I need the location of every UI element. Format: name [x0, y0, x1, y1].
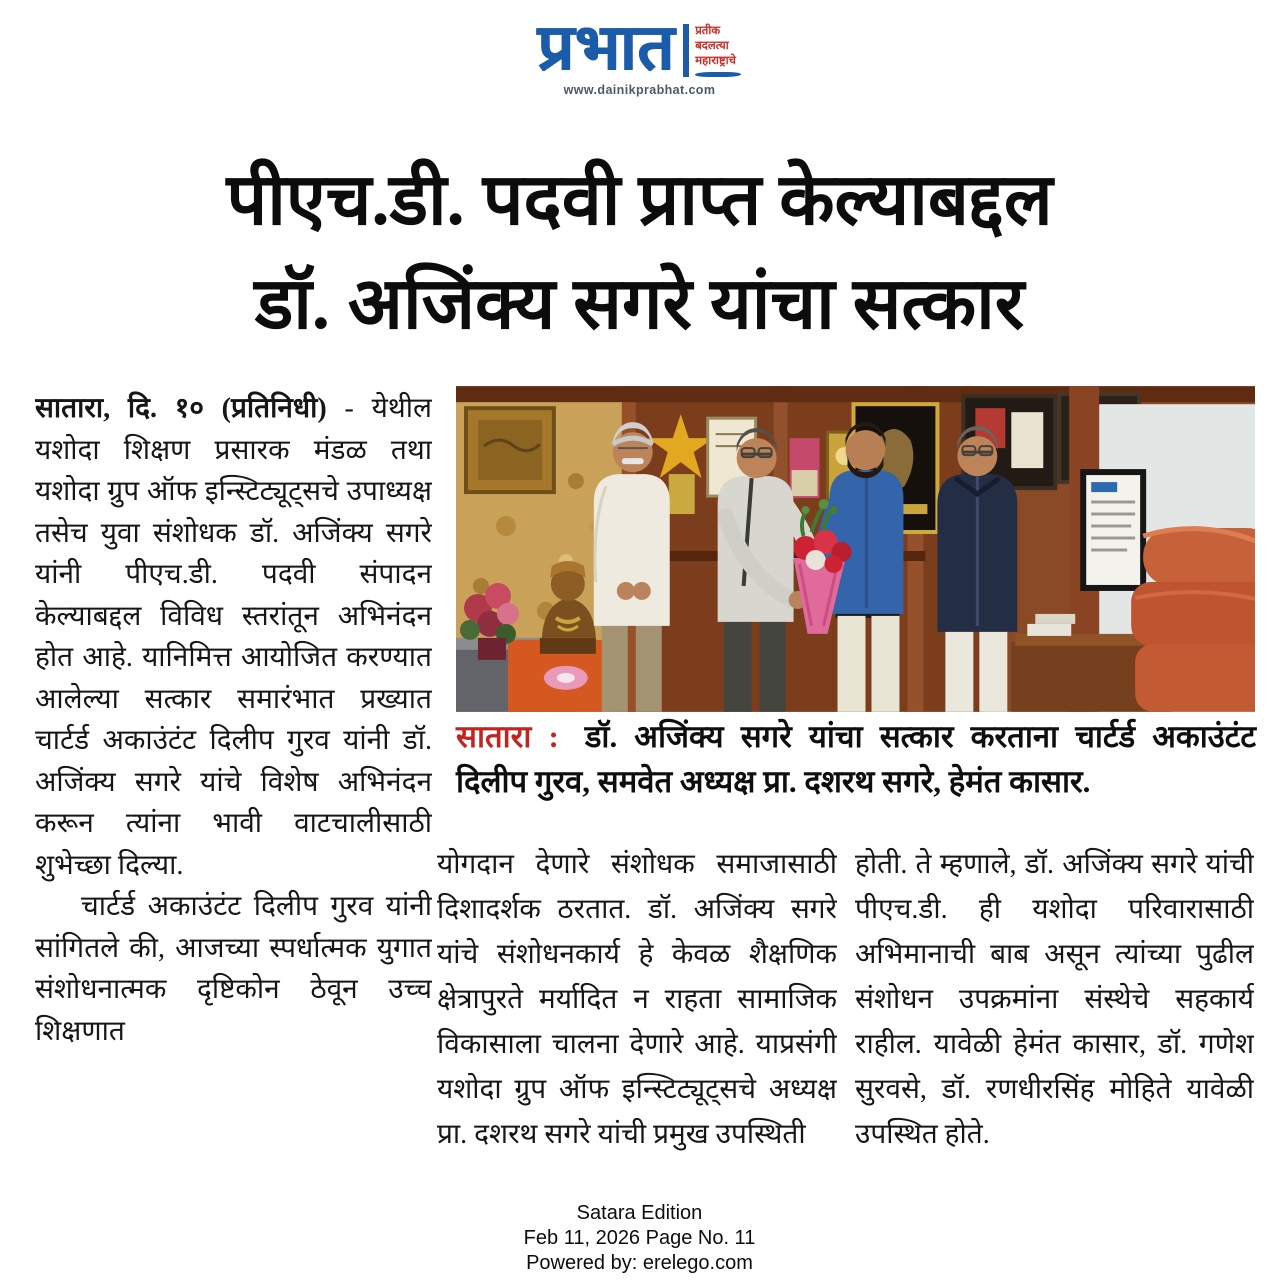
article-column-3: होती. ते म्हणाले, डॉ. अजिंक्य सगरे यांची पीएच.डी. ही यशोदा परिवारासाठी अभिमानाची बाब असून त्यांच्या पुढील संशोधन उपक्रमांना संस्थेचे सहकार्य राहील. यावेळी हेमंत कासार, डॉ. गणेश सुरवसे, डॉ. रणधीरसिंह मोहिते यावेळी उपस्थित होते. — [855, 849, 1254, 1150]
article-column-1 — [35, 388, 432, 1206]
paragraph-1-text: - येथील यशोदा शिक्षण प्रसारक मंडळ तथा यशोदा ग्रुप ऑफ इन्स्टिट्यूट्सचे उपाध्यक्ष तसेच युवा संशोधक डॉ. अजिंक्य सगरे यांनी पीएच.डी. पदवी संपादन केल्याबद्दल विविध स्तरांतून अभिनंदन होत आहे. यानिमित्त आयोजित करण्यात आलेल्या सत्कार समारंभात प्रख्यात चार्टर्ड अकाउंटंट दिलीप गुरव यांनी डॉ. अजिंक्य सगरे यांचे विशेष अभिनंदन करून त्यांना भावी वाटचालीसाठी शुभेच्छा दिल्या. — [35, 393, 432, 881]
headline-line-2: डॉ. अजिंक्य सगरे यांचा सत्कार — [254, 264, 1025, 344]
executive-chair — [1131, 528, 1255, 712]
prabhat-logo: प्रभात — [537, 12, 676, 83]
masthead-logo-row — [538, 14, 741, 81]
wall-art-frame — [466, 408, 554, 492]
article-paragraph-2: चार्टर्ड अकाउंटंट दिलीप गुरव यांनी सांगितले की, आजच्या स्पर्धात्मक युगात संशोधनात्मक दृष्टिकोन ठेवून उच्च शिक्षणात — [35, 891, 432, 1047]
footer-powered-by: Powered by: erelego.com — [526, 1252, 753, 1274]
masthead — [0, 14, 1279, 97]
headline-line-1: पीएच.डी. पदवी प्राप्त केल्याबद्दल — [226, 160, 1053, 240]
footer-edition: Satara Edition — [576, 1202, 703, 1224]
article-paragraph-1 — [35, 388, 432, 886]
page-footer — [0, 1201, 1279, 1276]
tagline-underline-swoosh — [694, 72, 742, 77]
certificate-frame — [1083, 472, 1143, 588]
caption-text: डॉ. अजिंक्य सगरे यांचा सत्कार करताना चार्टर्ड अकाउंटंट दिलीप गुरव, समवेत अध्यक्ष प्रा. दशरथ सगरे, हेमंत कासार. — [456, 719, 1256, 799]
news-photo — [456, 386, 1255, 712]
photo-caption — [456, 714, 1256, 804]
tagline-line: महाराष्ट्राचे — [695, 54, 736, 67]
tagline-line: प्रतीक — [695, 25, 721, 37]
website-url: www.dainikprabhat.com — [563, 83, 716, 98]
footer-date-page: Feb 11, 2026 Page No. 11 — [523, 1227, 756, 1249]
dateline: सातारा, दि. १० (प्रतिनिधी) — [35, 393, 327, 424]
article-column-2: योगदान देणारे संशोधक समाजासाठी दिशादर्शक ठरतात. डॉ. अजिंक्य सगरे यांचे संशोधनकार्य हे केवळ शैक्षणिक क्षेत्रापुरते मर्यादित न राहता सामाजिक विकासाला चालना देणारे आहे. याप्रसंगी यशोदा ग्रुप ऑफ इन्स्टिट्यूट्सचे अध्यक्ष प्रा. दशरथ सगरे यांची प्रमुख उपस्थिती — [437, 849, 837, 1150]
caption-location-prefix: सातारा : — [456, 719, 559, 754]
masthead-tagline — [683, 24, 741, 77]
article-headline — [0, 148, 1279, 356]
tagline-line: बदलत्या — [695, 39, 729, 52]
news-photo-illustration — [456, 386, 1255, 712]
